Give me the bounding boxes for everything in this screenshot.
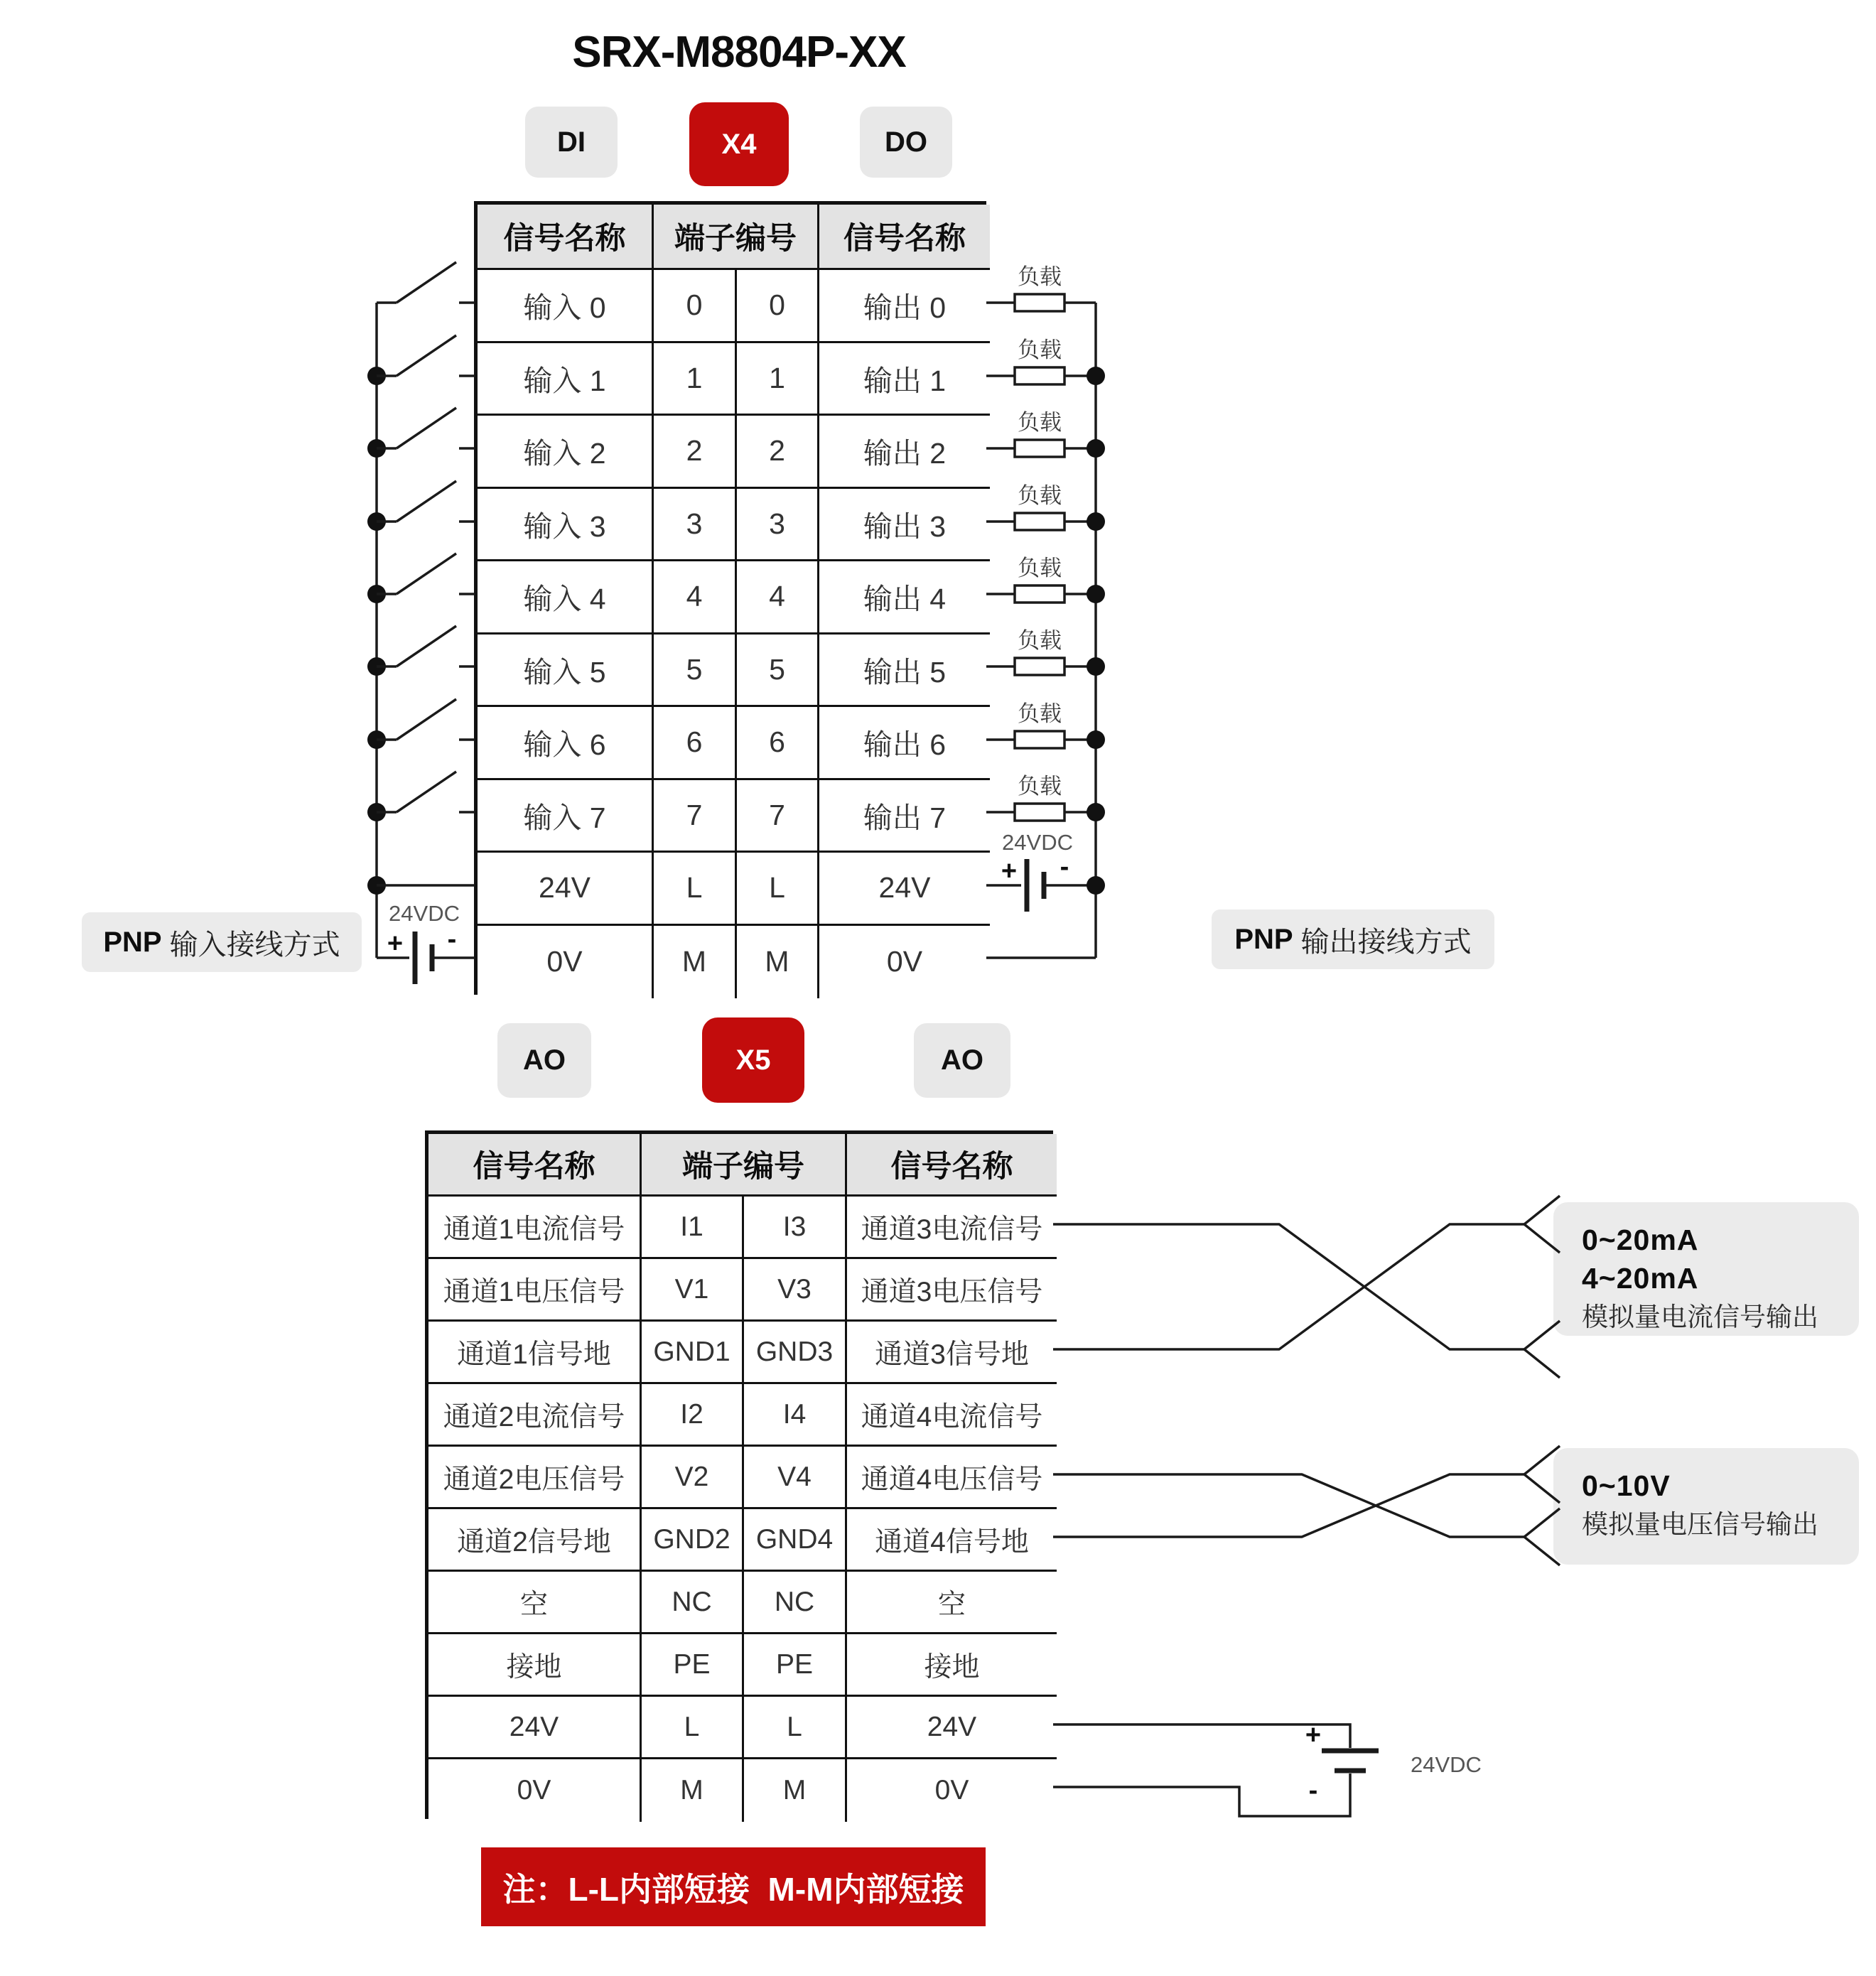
table-cell: 4 [654, 561, 737, 635]
do-output-circuit [986, 264, 1105, 958]
table-cell: 输出 4 [819, 561, 990, 635]
table-cell: 通道4电流信号 [847, 1384, 1057, 1447]
output-load [986, 556, 1105, 603]
table-cell: 通道1电流信号 [428, 1197, 642, 1259]
supply-voltage-label: 24VDC [389, 901, 460, 926]
range-label: 4~20mA [1582, 1262, 1699, 1295]
table-cell: 输入 6 [478, 707, 654, 780]
table-cell: 输出 3 [819, 489, 990, 562]
pnp-label: PNP [1234, 923, 1293, 955]
minus-sign: - [1308, 1776, 1318, 1805]
table-cell: 输出 5 [819, 635, 990, 708]
cable-continuation-chevron [1524, 1446, 1560, 1503]
table-cell: 空 [428, 1572, 642, 1634]
footer-note: 注：L-L内部短接 M-M内部短接 [481, 1847, 986, 1926]
table-cell: 输入 0 [478, 270, 654, 343]
table-cell: 0V [819, 926, 990, 999]
table-cell: GND2 [642, 1509, 744, 1572]
table-cell: 3 [737, 489, 819, 562]
table-cell: 通道3电压信号 [847, 1259, 1057, 1322]
output-supply-battery [986, 830, 1105, 912]
table-cell: 7 [737, 780, 819, 853]
table-cell: 0 [737, 270, 819, 343]
table-cell: 通道1信号地 [428, 1322, 642, 1384]
analog-supply-battery [1053, 1720, 1482, 1816]
column-header: 信号名称 [428, 1134, 642, 1197]
table-cell: 24V [428, 1697, 642, 1759]
tag-x5: X5 [702, 1017, 804, 1103]
table-cell: 2 [654, 416, 737, 489]
table-cell: 0V [428, 1759, 642, 1822]
table-cell: M [642, 1759, 744, 1822]
input-switch [367, 772, 475, 821]
load-label: 负载 [1018, 556, 1062, 581]
table-cell: M [737, 926, 819, 999]
load-label: 负载 [1018, 774, 1062, 799]
table-cell: 2 [737, 416, 819, 489]
table-cell: V3 [744, 1259, 847, 1322]
description-label: 模拟量电流信号输出 [1582, 1302, 1818, 1332]
tag-ao-left: AO [497, 1023, 591, 1098]
pnp-input-text: 输入接线方式 [161, 929, 340, 961]
table-cell: 输入 4 [478, 561, 654, 635]
cable-continuation-chevron [1524, 1196, 1560, 1253]
table-cell: L [737, 853, 819, 926]
column-header: 端子编号 [654, 205, 819, 270]
table-cell: 1 [654, 343, 737, 416]
table-cell: 输入 5 [478, 635, 654, 708]
input-switch [377, 262, 475, 303]
table-cell: PE [642, 1634, 744, 1697]
table-cell: 通道4电压信号 [847, 1447, 1057, 1509]
column-header: 信号名称 [847, 1134, 1057, 1197]
tag-ao-right: AO [914, 1023, 1010, 1098]
tag-di: DI [525, 107, 618, 178]
table-cell: 0V [847, 1759, 1057, 1822]
table-cell: 输出 7 [819, 780, 990, 853]
supply-voltage-label: 24VDC [1002, 830, 1073, 855]
table-cell: PE [744, 1634, 847, 1697]
table-cell: GND1 [642, 1322, 744, 1384]
range-label: 0~20mA [1582, 1224, 1699, 1256]
table-cell: 输入 2 [478, 416, 654, 489]
minus-sign: - [447, 924, 457, 954]
table-cell: I3 [744, 1197, 847, 1259]
load-label: 负载 [1018, 338, 1062, 362]
table-cell: M [744, 1759, 847, 1822]
di-input-circuit [367, 262, 475, 984]
cable-continuation-chevron [1524, 1508, 1560, 1565]
table-cell: 输出 2 [819, 416, 990, 489]
table-cell: M [654, 926, 737, 999]
tag-do: DO [860, 107, 952, 178]
table-cell: 24V [847, 1697, 1057, 1759]
table-cell: 接地 [428, 1634, 642, 1697]
plus-sign: + [1305, 1720, 1322, 1750]
load-label: 负载 [1018, 410, 1062, 435]
output-load [986, 774, 1105, 821]
table-cell: 通道2信号地 [428, 1509, 642, 1572]
table-cell: L [654, 853, 737, 926]
load-label: 负载 [1018, 264, 1062, 289]
input-switch [367, 626, 475, 676]
load-label: 负载 [1018, 628, 1062, 653]
table-cell: 1 [737, 343, 819, 416]
table-cell: 24V [478, 853, 654, 926]
output-load [986, 701, 1105, 749]
table-cell: I1 [642, 1197, 744, 1259]
table-cell: 接地 [847, 1634, 1057, 1697]
input-switch [367, 481, 475, 531]
table-cell: 输入 1 [478, 343, 654, 416]
output-load [986, 338, 1105, 385]
load-label: 负载 [1018, 483, 1062, 508]
table-cell: 输出 0 [819, 270, 990, 343]
table-cell: 5 [654, 635, 737, 708]
table-cell: 输出 6 [819, 707, 990, 780]
analog-voltage-pair [1053, 1446, 1560, 1565]
analog-current-pair [1053, 1196, 1560, 1378]
table-cell: L [642, 1697, 744, 1759]
table-cell: 24V [819, 853, 990, 926]
range-label: 0~10V [1582, 1469, 1671, 1502]
table-cell: GND4 [744, 1509, 847, 1572]
table-cell: 输入 7 [478, 780, 654, 853]
table-cell: V1 [642, 1259, 744, 1322]
table-cell: 5 [737, 635, 819, 708]
plus-sign: + [1001, 856, 1018, 886]
table-cell: 通道1电压信号 [428, 1259, 642, 1322]
output-load [986, 628, 1105, 676]
minus-sign: - [1060, 852, 1069, 882]
supply-voltage-label: 24VDC [1411, 1752, 1482, 1777]
table-cell: 输出 1 [819, 343, 990, 416]
table-cell: I2 [642, 1384, 744, 1447]
input-switch [367, 699, 475, 749]
table-cell: 0 [654, 270, 737, 343]
table-cell: 通道3信号地 [847, 1322, 1057, 1384]
table-cell: 4 [737, 561, 819, 635]
tag-x4: X4 [689, 102, 789, 186]
table-cell: 3 [654, 489, 737, 562]
table-cell: 空 [847, 1572, 1057, 1634]
input-switch [367, 408, 475, 458]
column-header: 端子编号 [642, 1134, 847, 1197]
column-header: 信号名称 [478, 205, 654, 270]
cable-continuation-chevron [1524, 1321, 1560, 1378]
output-load [986, 483, 1105, 531]
table-cell: V2 [642, 1447, 744, 1509]
input-switch [367, 335, 475, 385]
output-load [986, 264, 1096, 311]
table-cell: 输入 3 [478, 489, 654, 562]
page-title: SRX-M8804P-XX [572, 28, 906, 77]
table-cell: 通道2电压信号 [428, 1447, 642, 1509]
table-cell: 通道2电流信号 [428, 1384, 642, 1447]
load-label: 负载 [1018, 701, 1062, 726]
plus-sign: + [387, 929, 404, 959]
table-cell: NC [642, 1572, 744, 1634]
table-cell: L [744, 1697, 847, 1759]
input-switch [367, 554, 475, 603]
table-cell: 7 [654, 780, 737, 853]
pnp-label: PNP [103, 926, 162, 958]
table-cell: 通道4信号地 [847, 1509, 1057, 1572]
description-label: 模拟量电压信号输出 [1582, 1510, 1818, 1539]
table-cell: I4 [744, 1384, 847, 1447]
table-cell: 6 [737, 707, 819, 780]
table-cell: 通道3电流信号 [847, 1197, 1057, 1259]
table-cell: 0V [478, 926, 654, 999]
table-cell: V4 [744, 1447, 847, 1509]
pnp-output-text: 输出接线方式 [1293, 926, 1472, 958]
table-cell: NC [744, 1572, 847, 1634]
input-supply-battery [377, 901, 475, 984]
output-load [986, 410, 1105, 458]
table-cell: GND3 [744, 1322, 847, 1384]
table-cell: 6 [654, 707, 737, 780]
column-header: 信号名称 [819, 205, 990, 270]
